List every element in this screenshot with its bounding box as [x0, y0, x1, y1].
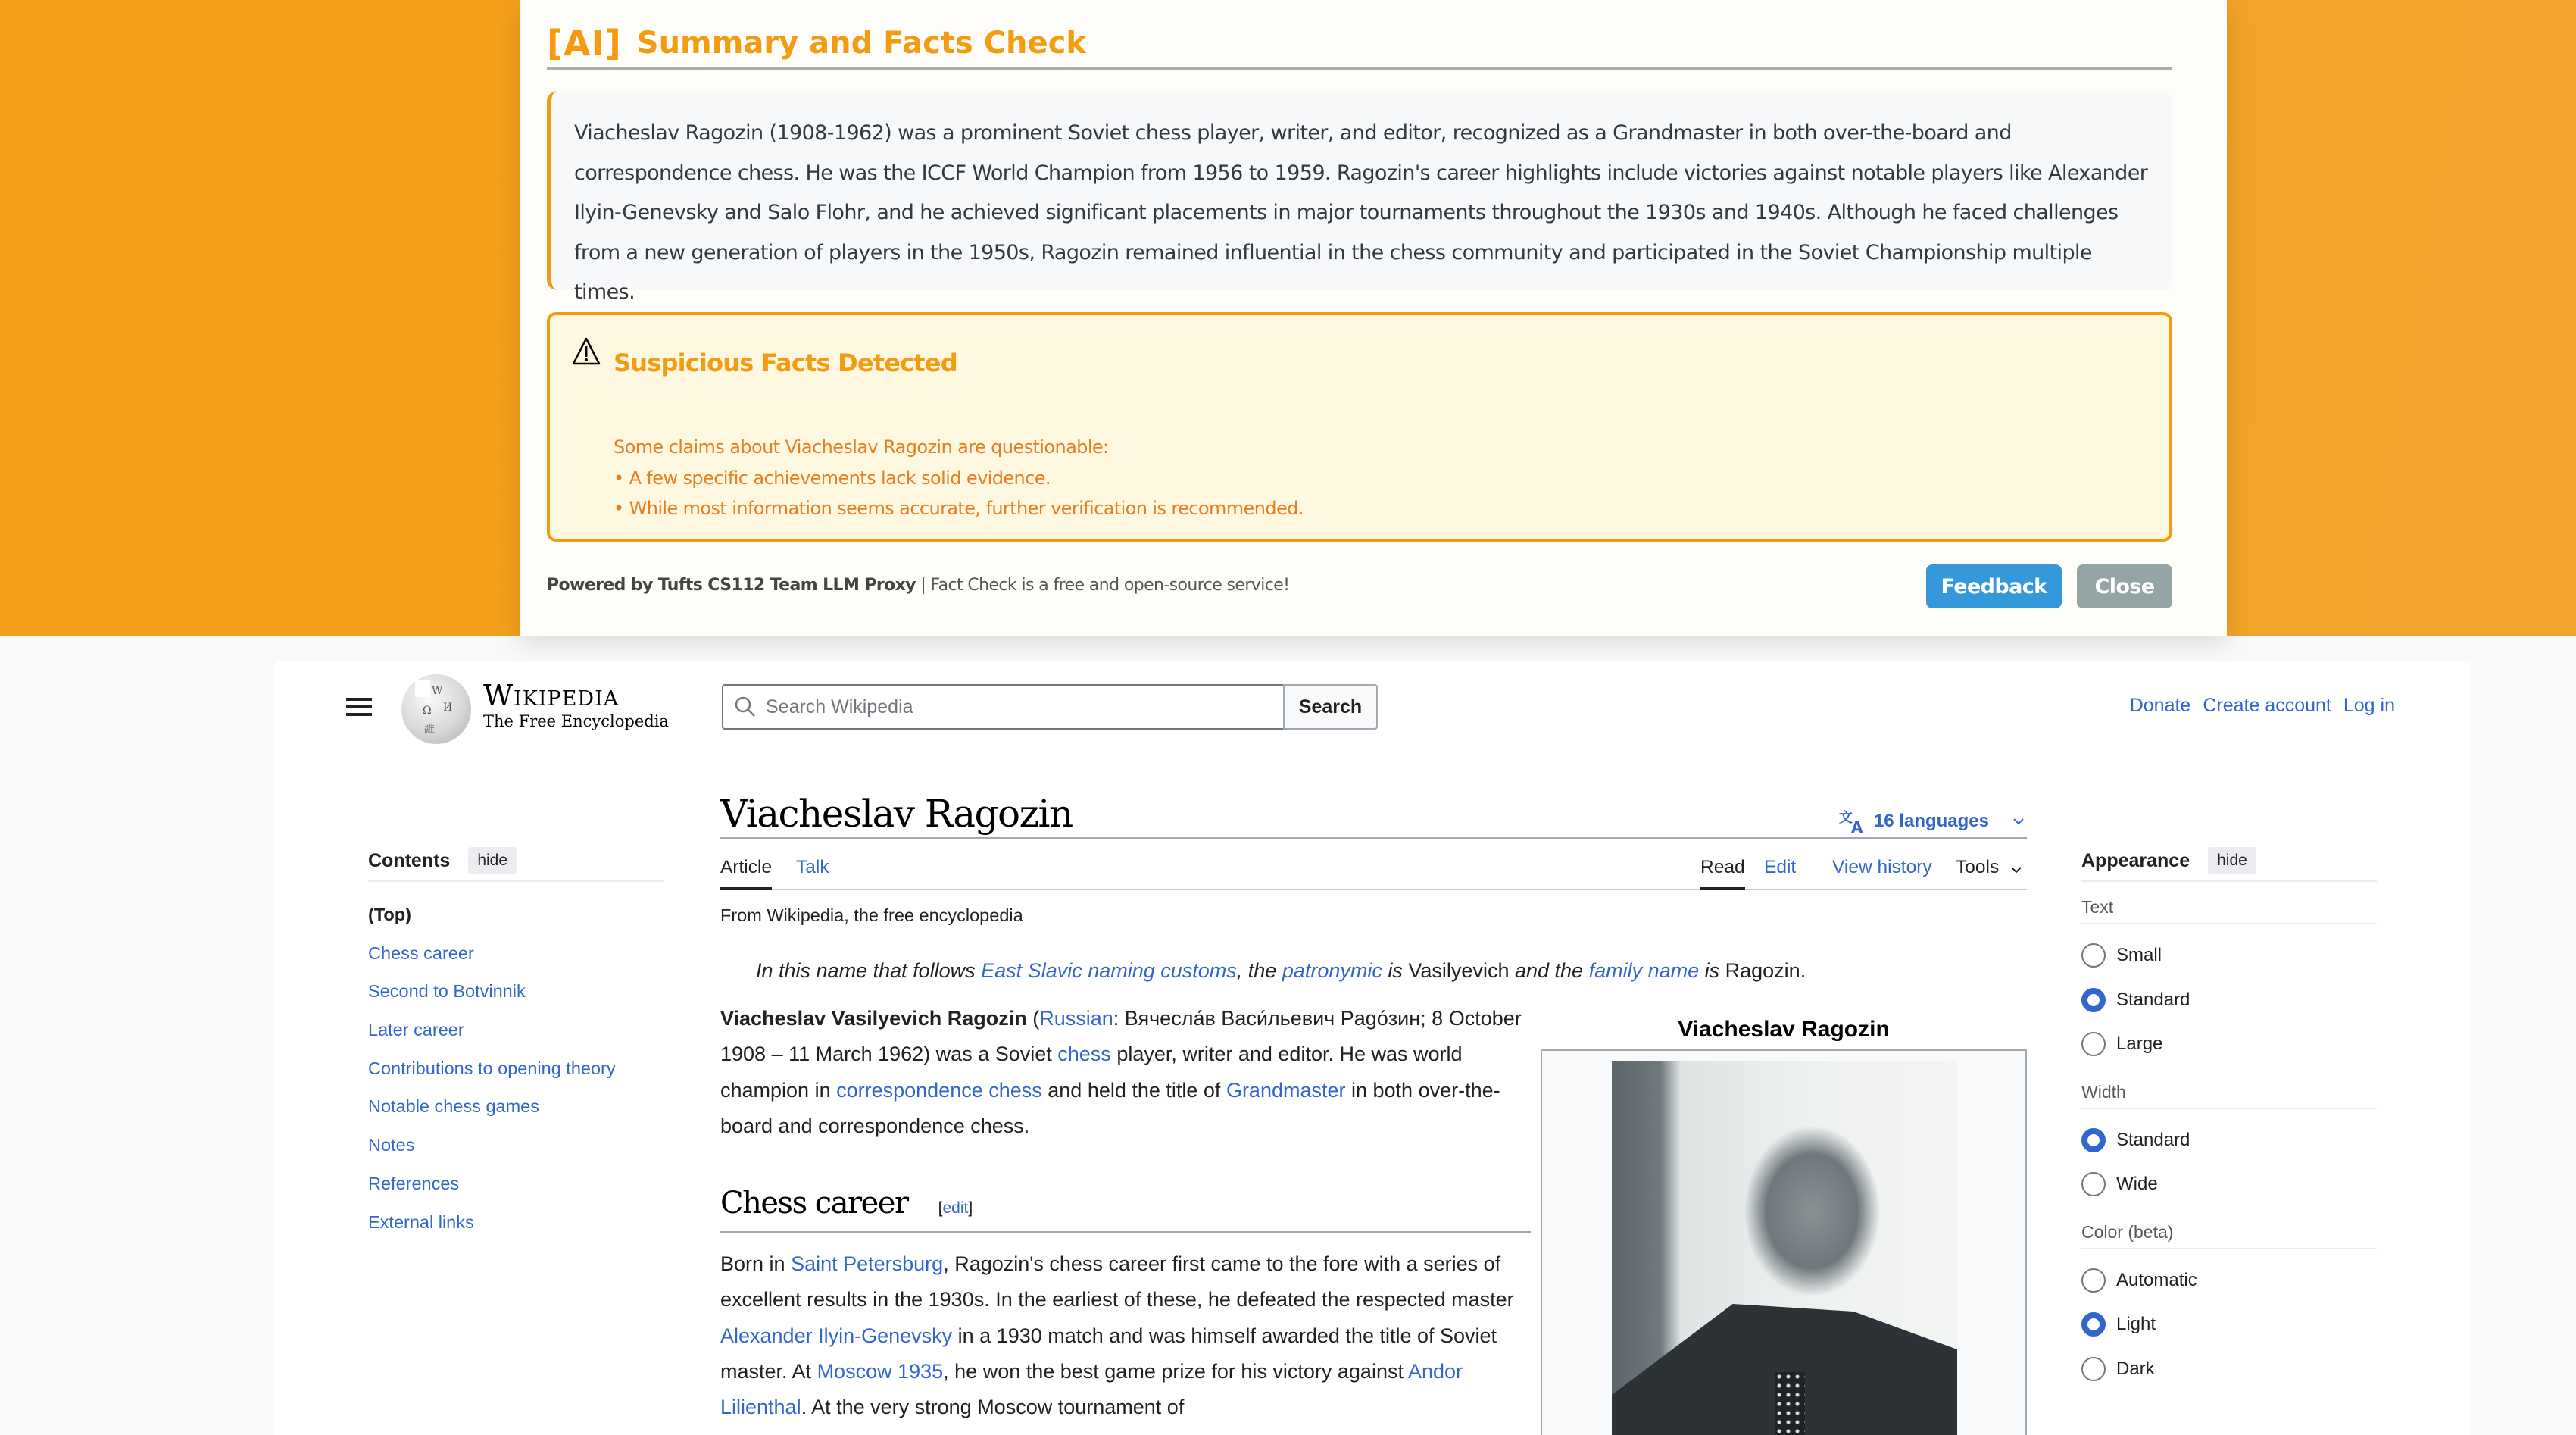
toc-item-chess-career[interactable]: Chess career	[368, 943, 474, 963]
languages-label: 16 languages	[1873, 811, 1989, 831]
svg-text:文: 文	[1838, 810, 1853, 826]
hatnote-text: and the	[1509, 959, 1589, 982]
link-saint-petersburg[interactable]: Saint Petersburg	[791, 1252, 944, 1275]
toc-item-top[interactable]: (Top)	[368, 905, 411, 924]
radio-button[interactable]	[2081, 1172, 2106, 1196]
radio-button-selected[interactable]	[2081, 1312, 2106, 1337]
lead-text: and held the title of	[1041, 1078, 1226, 1102]
body-text: in a 1930 match and was himself awarded the title of Soviet master. At	[720, 1324, 1497, 1383]
link-moscow-1935[interactable]: Moscow 1935	[817, 1359, 944, 1383]
warning-bullet: • A few specific achievements lack solid evidence.	[614, 467, 1051, 489]
radio-button[interactable]	[2081, 1268, 2106, 1293]
warning-icon	[571, 336, 601, 367]
lead-paragraph	[720, 1001, 1531, 1144]
infobox-caption: Viacheslav Ragozin	[1678, 1017, 1890, 1042]
search-input[interactable]	[766, 696, 1266, 718]
tab-talk[interactable]: Talk	[796, 857, 829, 877]
option-label: Small	[2116, 945, 2162, 966]
log-in-link[interactable]: Log in	[2343, 695, 2395, 716]
svg-text:A: A	[1850, 818, 1863, 834]
warning-intro: Some claims about Viacheslav Ragozin are questionable:	[614, 436, 1109, 458]
create-account-link[interactable]: Create account	[2203, 695, 2331, 716]
toc-item-notes[interactable]: Notes	[368, 1135, 415, 1155]
chevron-down-icon	[2010, 813, 2027, 830]
appearance-hide-button[interactable]: hide	[2208, 847, 2256, 874]
main-menu-icon[interactable]	[346, 696, 372, 718]
footer-separator: |	[915, 576, 931, 595]
body-text: . At the very strong Moscow tournament of	[801, 1396, 1185, 1419]
body-text: , he won the best game prize for his victory against	[943, 1359, 1408, 1383]
radio-button[interactable]	[2081, 1357, 2106, 1381]
tab-read[interactable]: Read	[1700, 857, 1745, 890]
option-label: Light	[2116, 1314, 2156, 1335]
fact-check-modal	[520, 0, 2227, 636]
translate-icon	[1839, 808, 1866, 834]
hatnote-text: In this name that follows	[756, 959, 982, 982]
toc-item-second-to-botvinnik[interactable]: Second to Botvinnik	[368, 981, 526, 1002]
link-patronymic[interactable]: patronymic	[1282, 959, 1382, 982]
summary-box	[547, 91, 2172, 304]
warning-bullet: • While most information seems accurate, further verification is recommended.	[614, 498, 1304, 519]
tab-edit[interactable]: Edit	[1764, 857, 1797, 877]
toc-heading: Contents	[368, 849, 451, 871]
text-size-standard[interactable]	[2081, 978, 2377, 1023]
toc-item-external-links[interactable]: External links	[368, 1211, 474, 1232]
link-chess[interactable]: chess	[1057, 1043, 1111, 1066]
link-correspondence-chess[interactable]: correspondence chess	[836, 1078, 1042, 1102]
section-heading-chess-career	[720, 1186, 1531, 1233]
lead-text: : Вячесла́в Васи́льевич Рagóзин; 8 October 1908 – 11 March 1962) was a Soviet	[720, 1007, 1522, 1066]
wordmark-tagline: The Free Encyclopedia	[483, 712, 669, 730]
page-tabs	[720, 851, 2027, 890]
hatnote-text: is	[1382, 959, 1409, 982]
ai-tag: [AI]	[547, 23, 622, 64]
width-standard[interactable]	[2081, 1118, 2377, 1163]
article-title-bar	[720, 790, 2027, 839]
wikipedia-wordmark[interactable]	[483, 680, 669, 731]
donate-link[interactable]: Donate	[2129, 695, 2191, 716]
suspicious-facts-box	[547, 312, 2172, 542]
powered-by: Powered by Tufts CS112 Team LLM Proxy	[547, 576, 916, 595]
body-paragraph	[720, 1246, 1531, 1425]
radio-button-selected[interactable]	[2081, 988, 2106, 1012]
modal-footer	[547, 576, 1289, 595]
languages-button[interactable]	[1839, 798, 2027, 845]
lead-text: (	[1026, 1007, 1040, 1030]
toc-item-references[interactable]: References	[368, 1173, 460, 1193]
toc-item-opening-theory[interactable]: Contributions to opening theory	[368, 1058, 616, 1078]
hatnote-text: is	[1699, 959, 1725, 982]
appearance-panel	[2081, 847, 2377, 1391]
edit-section-link[interactable]: edit	[942, 1199, 969, 1217]
portrait-photo[interactable]	[1612, 1061, 1957, 1435]
tab-view-history[interactable]: View history	[1832, 857, 1932, 877]
modal-heading: Summary and Facts Check	[636, 26, 1086, 61]
appearance-heading: Appearance	[2081, 849, 2190, 871]
option-label: Dark	[2116, 1358, 2155, 1379]
table-of-contents	[368, 847, 664, 1241]
wikipedia-globe-logo[interactable]: W Ω И 維	[401, 674, 471, 744]
feedback-button[interactable]: Feedback	[1926, 564, 2062, 608]
option-label: Large	[2116, 1033, 2163, 1055]
modal-title	[547, 21, 2172, 70]
link-russian[interactable]: Russian	[1039, 1007, 1113, 1030]
subject-name: Viacheslav Vasilyevich Ragozin	[720, 1007, 1027, 1030]
link-andor-lilienthal[interactable]: Andor Lilienthal	[720, 1359, 1463, 1419]
site-subtitle: From Wikipedia, the free encyclopedia	[720, 905, 1023, 925]
search-form	[722, 684, 1378, 730]
search-icon	[734, 696, 757, 718]
option-label: Standard	[2116, 1129, 2190, 1150]
page-title: Viacheslav Ragozin	[720, 792, 1073, 836]
user-links	[2130, 695, 2395, 717]
color-automatic[interactable]	[2081, 1258, 2377, 1303]
link-grandmaster[interactable]: Grandmaster	[1226, 1078, 1346, 1102]
body-text: Born in	[720, 1252, 792, 1275]
search-field[interactable]	[722, 684, 1283, 730]
width-label: Width	[2081, 1067, 2377, 1109]
text-size-label: Text	[2081, 882, 2377, 924]
warning-heading: Suspicious Facts Detected	[614, 349, 957, 377]
wikipedia-page	[274, 661, 2471, 1435]
hatnote	[756, 959, 1806, 983]
lead-text: player, writer and editor. He was world champion in	[720, 1043, 1463, 1102]
warning-details	[614, 432, 1304, 524]
color-light[interactable]	[2081, 1302, 2377, 1347]
hatnote-text: , the	[1236, 959, 1282, 982]
text-size-large[interactable]	[2081, 1022, 2377, 1067]
link-family-name[interactable]: family name	[1588, 959, 1700, 982]
summary-text: Viacheslav Ragozin (1908-1962) was a prominent Soviet chess player, writer, and editor, recognized as a Grandmaster in both over-the-board and correspondence chess. He was the ICCF World Champion from 1956 to 1959. Ragozin's career highlights include victories against notable players like Alexander Ilyin-Genevsky and Salo Flohr, and he achieved significant placements in major tournaments throughout the 1930s and 1940s. Although he faced challenges from a new generation of players in the 1950s, Ragozin remained influential in the chess community and participated in the Soviet Championship multiple times.	[574, 121, 2148, 304]
color-dark[interactable]	[2081, 1347, 2377, 1392]
link-east-slavic-naming[interactable]: East Slavic naming customs	[981, 959, 1237, 982]
radio-button[interactable]	[2081, 1032, 2106, 1056]
text-size-small[interactable]	[2081, 933, 2377, 978]
wordmark-title: Wikipedia	[483, 679, 620, 712]
toc-item-notable-games[interactable]: Notable chess games	[368, 1096, 539, 1117]
toc-item-later-career[interactable]: Later career	[368, 1020, 464, 1040]
close-button[interactable]: Close	[2077, 564, 2172, 608]
radio-button-selected[interactable]	[2081, 1128, 2106, 1152]
hatnote-name: Vasilyevich	[1408, 959, 1510, 982]
toc-hide-button[interactable]: hide	[468, 847, 517, 874]
section-edit: [edit]	[938, 1199, 973, 1217]
option-label: Wide	[2116, 1174, 2158, 1195]
option-label: Standard	[2116, 989, 2190, 1010]
hatnote-name: Ragozin	[1725, 959, 1800, 982]
infobox	[1541, 1049, 2027, 1435]
tools-menu[interactable]: Tools	[1956, 857, 2000, 877]
body-text: , Ragozin's chess career first came to the fore with a series of excellent results in the 1930s. In the earliest of these, he defeated the respected master	[720, 1252, 1514, 1312]
width-wide[interactable]	[2081, 1162, 2377, 1207]
search-button[interactable]: Search	[1283, 684, 1378, 730]
footer-note: Fact Check is a free and open-source service!	[930, 576, 1290, 595]
section-title: Chess career	[720, 1186, 908, 1221]
tab-article[interactable]: Article	[720, 857, 772, 890]
link-ilyin-genevsky[interactable]: Alexander Ilyin-Genevsky	[720, 1324, 953, 1347]
lead-text: in both over-the-board and correspondence chess.	[720, 1078, 1500, 1137]
radio-button[interactable]	[2081, 943, 2106, 968]
option-label: Automatic	[2116, 1269, 2197, 1290]
hatnote-text: .	[1800, 959, 1806, 982]
color-label: Color (beta)	[2081, 1207, 2377, 1249]
chevron-down-icon[interactable]	[2008, 861, 2025, 878]
